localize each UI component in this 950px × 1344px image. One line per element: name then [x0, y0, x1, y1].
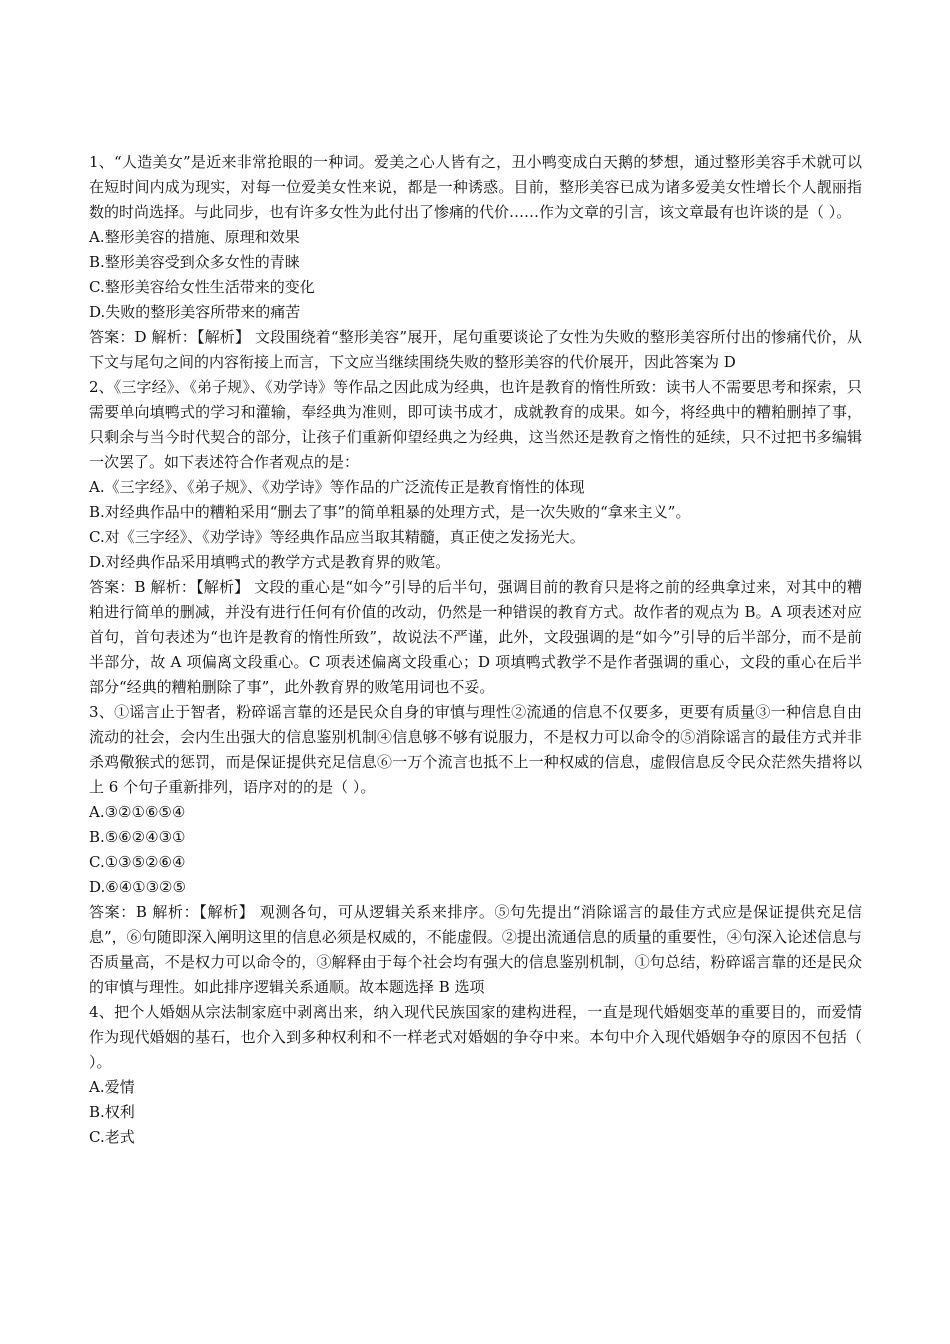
- question-stem: 2、《三字经》、《弟子规》、《劝学诗》等作品之因此成为经典，也许是教育的惰性所致：读书人不需要思考和探索，只需要单向填鸭式的学习和灌输，奉经典为准则，即可读书成才，成就教育的成果。如今，将经典中的糟粕删掉了事，只剩余与当今时代契合的部分，让孩子们重新仰望经典之为经典，这当然还是教育之惰性的延续，只不过把书多编辑一次罢了。如下表述符合作者观点的是：: [89, 378, 862, 471]
- option-b: B.整形美容受到众多女性的青睐: [89, 253, 300, 271]
- question-stem: 3、①谣言止于智者，粉碎谣言靠的还是民众自身的审慎与理性②流通的信息不仅要多，更要有质量③一种信息自由流动的社会，会内生出强大的信息鉴别机制④信息够不够有说服力，不是权力可以命令的⑤消除谣言的最佳方式并非杀鸡儆猴式的惩罚，而是保证提供充足信息⑥一万个流言也抵不上一种权威的信息，虚假信息反令民众茫然失措将以上 6 个句子重新排列，语序对的的是（ ）。: [89, 703, 862, 796]
- document-page: [89, 150, 862, 1150]
- option-c: C.①③⑤②⑥④: [89, 853, 186, 871]
- option-b: B.权利: [89, 1103, 135, 1121]
- option-d: D.失败的整形美容所带来的痛苦: [89, 303, 301, 321]
- answer-explanation: 答案：B 解析：【解析】 观测各句，可从逻辑关系来排序。⑤句先提出“消除谣言的最佳方式应是保证提供充足信息”，⑥句随即深入阐明这里的信息必须是权威的，不能虚假。②提出流通信息的质量的重要性，④句深入论述信息与否质量高，不是权力可以命令的，③解释由于每个社会均有强大的信息鉴别机制，①句总结，粉碎谣言靠的还是民众的审慎与理性。如此排序逻辑关系通顺。故本题选择 B 选项: [89, 903, 862, 996]
- question-3: [89, 700, 862, 1000]
- answer-explanation: 答案：D 解析：【解析】 文段围绕着“整形美容”展开，尾句重要谈论了女性为失败的整形美容所付出的惨痛代价，从下文与尾句之间的内容衔接上而言，下文应当继续围绕失败的整形美容的代价展开，因此答案为 D: [89, 328, 862, 371]
- option-c: C.老式: [89, 1128, 135, 1146]
- option-d: D.对经典作品采用填鸭式的教学方式是教育界的败笔。: [89, 553, 451, 571]
- option-a: A.整形美容的措施、原理和效果: [89, 228, 300, 246]
- option-a: A.《三字经》、《弟子规》、《劝学诗》等作品的广泛流传正是教育惰性的体现: [89, 478, 585, 496]
- question-1: [89, 150, 862, 375]
- option-c: C.对《三字经》、《劝学诗》等经典作品应当取其精髓，真正使之发扬光大。: [89, 528, 585, 546]
- option-a: A.③②①⑥⑤④: [89, 803, 186, 821]
- option-c: C.整形美容给女性生活带来的变化: [89, 278, 315, 296]
- option-d: D.⑥④①③②⑤: [89, 878, 186, 896]
- question-stem: 1、“人造美女”是近来非常抢眼的一种词。爱美之心人皆有之，丑小鸭变成白天鹅的梦想，通过整形美容手术就可以在短时间内成为现实，对每一位爱美女性来说，都是一种诱惑。目前，整形美容已成为诸多爱美女性增长个人靓丽指数的时尚选择。与此同步，也有许多女性为此付出了惨痛的代价……作为文章的引言，该文章最有也许谈的是（ ）。: [89, 153, 862, 221]
- option-b: B.⑤⑥②④③①: [89, 828, 186, 846]
- option-b: B.对经典作品中的糟粕采用“删去了事”的简单粗暴的处理方式，是一次失败的“拿来主义”。: [89, 503, 691, 521]
- question-stem: 4、把个人婚姻从宗法制家庭中剥离出来，纳入现代民族国家的建构进程，一直是现代婚姻变革的重要目的，而爱情作为现代婚姻的基石，也介入到多种权利和不一样老式对婚姻的争夺中来。本句中介入现代婚姻争夺的原因不包括（ ）。: [89, 1003, 862, 1071]
- answer-explanation: 答案：B 解析：【解析】 文段的重心是“如今”引导的后半句，强调目前的教育只是将之前的经典拿过来，对其中的糟粕进行简单的删减，并没有进行任何有价值的改动，仍然是一种错误的教育方式。故作者的观点为 B。A 项表述对应首句，首句表述为“也许是教育的惰性所致”，故说法不严谨，此外，文段强调的是“如今”引导的后半部分，而不是前半部分，故 A 项偏离文段重心。C 项表述偏离文段重心；D 项填鸭式教学不是作者强调的重心，文段的重心在后半部分“经典的糟粕删除了事”，此外教育界的败笔用词也不妥。: [89, 578, 862, 696]
- option-a: A.爱情: [89, 1078, 135, 1096]
- question-4: [89, 1000, 862, 1150]
- question-2: [89, 375, 862, 700]
